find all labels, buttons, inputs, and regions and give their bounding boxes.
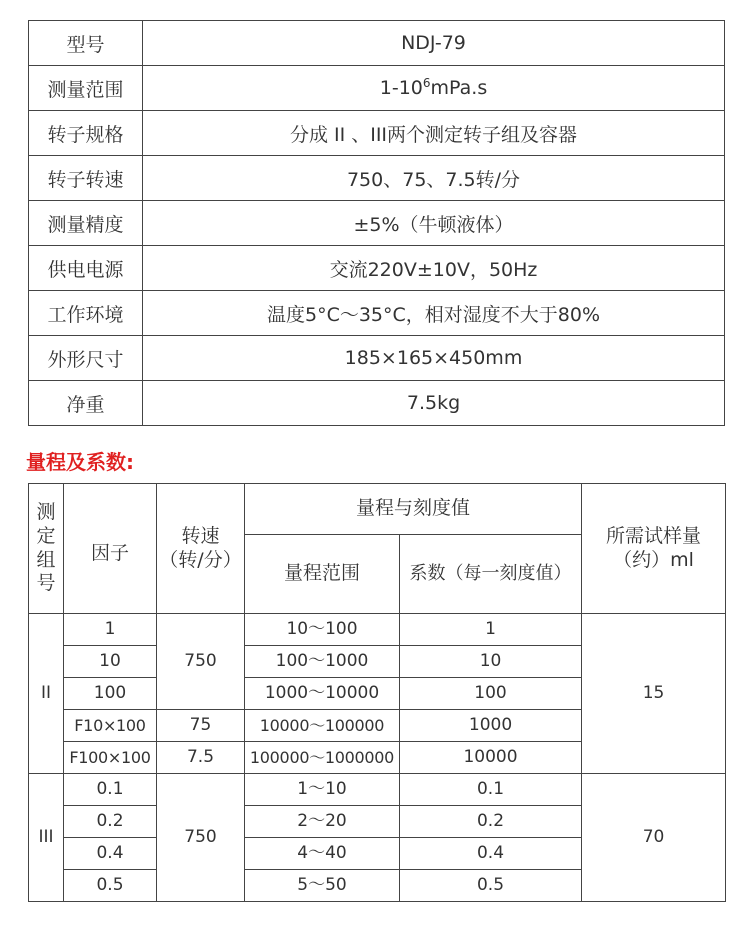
range-cell: 10～100 xyxy=(245,614,400,646)
factor-cell: 0.4 xyxy=(64,838,157,870)
coef-cell: 1000 xyxy=(400,710,582,742)
header-speed xyxy=(157,484,245,614)
range-cell: 4～40 xyxy=(245,838,400,870)
spec-value xyxy=(143,66,725,111)
speed-cell: 75 xyxy=(157,710,245,742)
table-row xyxy=(29,774,726,806)
coef-cell: 10 xyxy=(400,646,582,678)
coef-cell: 0.4 xyxy=(400,838,582,870)
spec-value: NDJ-79 xyxy=(143,21,725,66)
spec-row-range xyxy=(29,66,725,111)
header-range-group: 量程与刻度值 xyxy=(245,484,582,535)
spec-label: 净重 xyxy=(29,381,143,426)
coef-cell: 1 xyxy=(400,614,582,646)
spec-label: 测量精度 xyxy=(29,201,143,246)
table-row xyxy=(29,614,726,646)
header-coef: 系数（每一刻度值） xyxy=(400,535,582,614)
spec-value: 温度5°C～35°C，相对湿度不大于80% xyxy=(143,291,725,336)
factor-cell: 0.5 xyxy=(64,870,157,902)
coef-cell: 10000 xyxy=(400,742,582,774)
coef-cell: 0.1 xyxy=(400,774,582,806)
range-cell: 5～50 xyxy=(245,870,400,902)
header-row xyxy=(29,484,726,535)
spec-value: 185×165×450mm xyxy=(143,336,725,381)
header-sample-line: （约）ml xyxy=(613,548,694,571)
speed-cell: 750 xyxy=(157,614,245,710)
spec-row-environment xyxy=(29,291,725,336)
speed-cell: 7.5 xyxy=(157,742,245,774)
range-cell: 100～1000 xyxy=(245,646,400,678)
spec-label: 供电电源 xyxy=(29,246,143,291)
header-speed-line: 转速 xyxy=(181,524,220,547)
spec-row-speed xyxy=(29,156,725,201)
coef-cell: 0.2 xyxy=(400,806,582,838)
header-factor: 因子 xyxy=(64,484,157,614)
range-cell: 1～10 xyxy=(245,774,400,806)
header-group xyxy=(29,484,64,614)
range-exponent: 6 xyxy=(422,76,431,90)
spec-label: 测量范围 xyxy=(29,66,143,111)
header-sample xyxy=(582,484,726,614)
spec-label: 型号 xyxy=(29,21,143,66)
coef-cell: 0.5 xyxy=(400,870,582,902)
spec-table xyxy=(28,20,725,426)
factor-cell: 100 xyxy=(64,678,157,710)
factor-cell: 0.2 xyxy=(64,806,157,838)
range-cell: 100000～1000000 xyxy=(245,742,400,774)
spec-label: 外形尺寸 xyxy=(29,336,143,381)
group-name: III xyxy=(29,774,64,902)
spec-label: 转子规格 xyxy=(29,111,143,156)
header-speed-line: （转/分） xyxy=(159,548,242,571)
spec-label: 工作环境 xyxy=(29,291,143,336)
coef-cell: 100 xyxy=(400,678,582,710)
header-group-char: 测 xyxy=(36,501,56,523)
spec-row-rotor xyxy=(29,111,725,156)
group-name: II xyxy=(29,614,64,774)
speed-cell: 750 xyxy=(157,774,245,902)
spec-value: ±5%（牛顿液体） xyxy=(143,201,725,246)
header-group-char: 组 xyxy=(36,548,56,571)
spec-value: 7.5kg xyxy=(143,381,725,426)
spec-row-weight xyxy=(29,381,725,426)
spec-value: 分成 II 、III两个测定转子组及容器 xyxy=(143,111,725,156)
header-group-char: 号 xyxy=(36,572,56,595)
spec-row-accuracy xyxy=(29,201,725,246)
header-range: 量程范围 xyxy=(245,535,400,614)
factor-cell: F100×100 xyxy=(64,742,157,774)
factor-cell: 1 xyxy=(64,614,157,646)
factor-cell: 10 xyxy=(64,646,157,678)
range-table xyxy=(28,483,726,902)
range-cell: 10000～100000 xyxy=(245,710,400,742)
spec-row-power xyxy=(29,246,725,291)
spec-row-dimensions xyxy=(29,336,725,381)
range-unit: mPa.s xyxy=(430,77,488,99)
range-base: 1-10 xyxy=(379,77,423,99)
factor-cell: F10×100 xyxy=(64,710,157,742)
sample-cell: 15 xyxy=(582,614,726,774)
section-title: 量程及系数: xyxy=(26,450,134,474)
header-group-char: 定 xyxy=(36,524,56,547)
spec-value: 交流220V±10V，50Hz xyxy=(143,246,725,291)
header-sample-line: 所需试样量 xyxy=(606,524,702,547)
range-cell: 2～20 xyxy=(245,806,400,838)
sample-cell: 70 xyxy=(582,774,726,902)
factor-cell: 0.1 xyxy=(64,774,157,806)
spec-label: 转子转速 xyxy=(29,156,143,201)
range-cell: 1000～10000 xyxy=(245,678,400,710)
spec-row-model xyxy=(29,21,725,66)
spec-value: 750、75、7.5转/分 xyxy=(143,156,725,201)
